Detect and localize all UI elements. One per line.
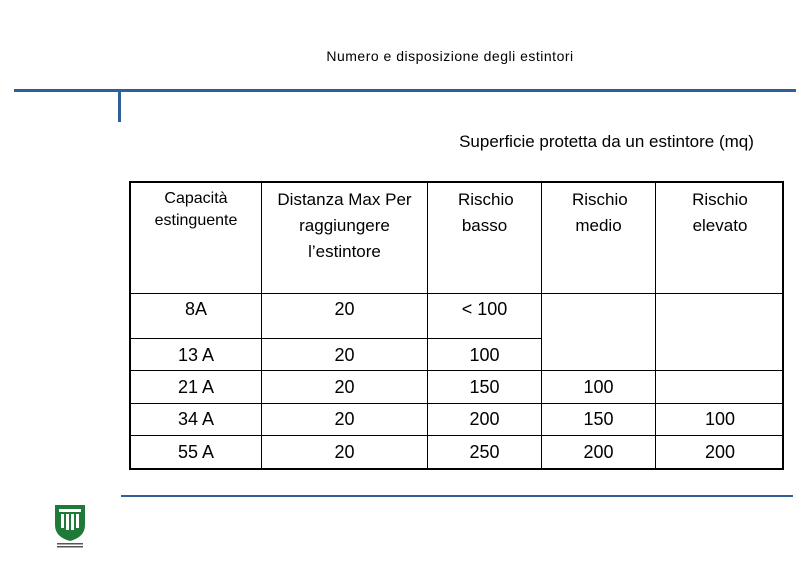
header-capacita: Capacità estinguente	[154, 190, 238, 229]
header-rischio-medio: Rischio medio	[572, 190, 628, 235]
table-cell: < 100	[461, 299, 508, 319]
table-cell: 21 A	[177, 377, 215, 397]
table-cell: 200	[583, 442, 614, 462]
table-cell: 200	[704, 442, 736, 462]
table-cell: 8A	[184, 299, 208, 319]
row-divider	[131, 293, 784, 294]
vertical-rule	[118, 89, 121, 122]
table-cell: 20	[334, 409, 355, 429]
table-cell: 100	[704, 409, 736, 429]
page-title: Numero e disposizione degli estintori	[326, 48, 574, 64]
row-divider	[131, 435, 784, 436]
fire-extinguisher-table	[129, 181, 784, 470]
table-cell: 20	[334, 442, 355, 462]
row-divider	[131, 370, 784, 371]
table-cell: 34 A	[177, 409, 215, 429]
group-header: Superficie protetta da un estintore (mq)	[459, 132, 754, 151]
header-distanza: Distanza Max Per raggiungere l’estintore	[277, 190, 412, 261]
table-cell: 150	[583, 409, 614, 429]
header-rischio-basso: Rischio basso	[458, 190, 514, 235]
table-cell: 250	[469, 442, 500, 462]
table-cell: 20	[334, 299, 355, 319]
university-logo-icon	[52, 503, 88, 549]
row-divider	[131, 403, 784, 404]
header-rischio-elevato: Rischio elevato	[692, 190, 748, 235]
table-cell: 20	[334, 377, 355, 397]
table-cell: 20	[334, 345, 355, 365]
top-rule	[14, 89, 796, 92]
table-cell: 55 A	[177, 442, 215, 462]
table-cell: 200	[469, 409, 500, 429]
bottom-rule	[121, 495, 793, 497]
table-cell: 150	[469, 377, 500, 397]
table-cell: 100	[583, 377, 614, 397]
table-cell: 13 A	[177, 345, 215, 365]
table-cell: 100	[469, 345, 500, 365]
row-divider	[131, 338, 541, 339]
